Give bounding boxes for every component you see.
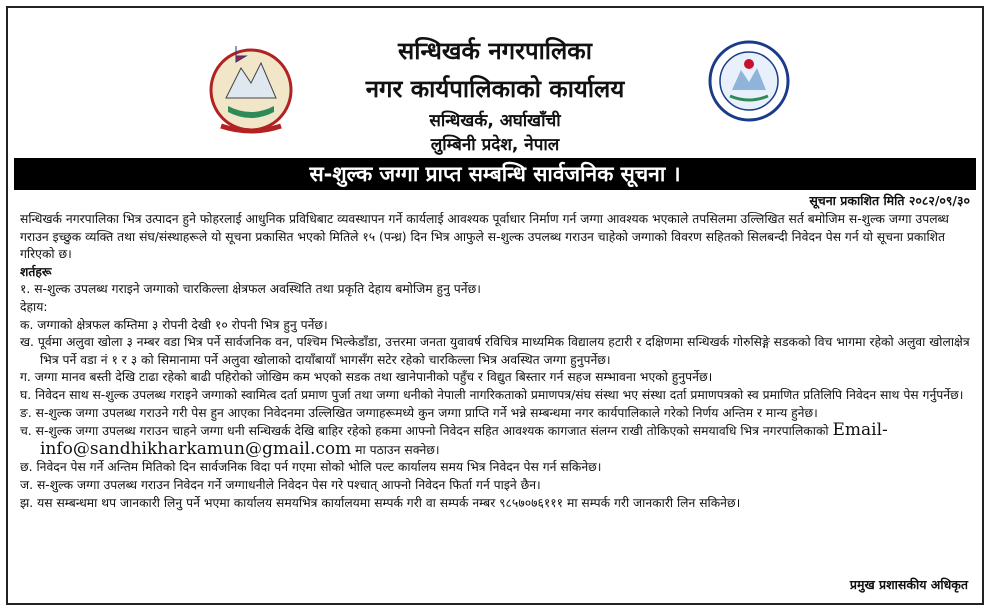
dehay-label: देहाय: xyxy=(20,299,48,314)
item-ja: ज. स-शुल्क जग्गा उपलब्ध गराउन निवेदन गर्ने जग्गाधनीले निवेदन पेस गरे पश्चात् आफ्नो निवेदन फिर्ता गर्न पाइने छैन। xyxy=(20,477,541,492)
item-gha: घ. निवेदन साथ स-शुल्क उपलब्ध गराइने जग्गाको स्वामित्व दर्ता प्रमाण पुर्जा तथा जग्गा धनीको नेपाली नागरिकताको प्रमाणपत्र/संघ संस्था भए संस्था दर्ता प्रमाणपत्रको स्व प्रमाणित प्रतिलिपि निवेदन साथ पेस गर्नुपर्नेछ। xyxy=(20,387,964,402)
item-nga: ङ. स-शुल्क जग्गा उपलब्ध गराउने गरी पेस हुन आएका निवेदनमा उल्लिखित जग्गाहरूमध्ये कुन जग्गा प्राप्ति गर्ने भन्ने सम्बन्धमा नगर कार्यपालिकाले गरेको निर्णय अन्तिम र मान्य हुनेछ। xyxy=(20,405,818,420)
address-line-2: लुम्बिनी प्रदेश, नेपाल xyxy=(430,135,560,155)
conditions-heading: शर्तहरू xyxy=(20,264,52,279)
item-cha-text: च. स-शुल्क जग्गा उपलब्ध गराउन चाहने जग्गा धनी सन्धिखर्क देखि बाहिर रहेको हकमा आफ्नो निवेदन सहित आवश्यक कागजात संलग्न राखी तोकिएको समयावधि भित्र नगरपालिकाको xyxy=(20,424,829,439)
notice-header xyxy=(8,8,982,158)
notice-title-banner: स-शुल्क जग्गा प्राप्त सम्बन्धि सार्वजनिक सूचना । xyxy=(14,158,976,190)
item-ka: क. जग्गाको क्षेत्रफल कम्तिमा ३ रोपनी देखी १० रोपनी भित्र हुनु पर्नेछ। xyxy=(20,317,328,332)
item-cha xyxy=(20,422,976,459)
item-ga: ग. जग्गा मानव बस्ती देखि टाढा रहेको बाढी पहिरोको जोखिम कम भएको सडक तथा खानेपानीको पहुँच र विद्युत बिस्तार गर्न सहज सम्भावना भएको हुनुपर्नेछ। xyxy=(20,370,713,385)
signoff: प्रमुख प्रशासकीय अधिकृत xyxy=(849,577,968,592)
address-line-1: सन्धिखर्क, अर्घाखाँची xyxy=(429,111,561,131)
municipality-name: सन्धिखर्क नगरपालिका xyxy=(398,37,592,65)
office-name: नगर कार्यपालिकाको कार्यालय xyxy=(365,75,625,103)
item-chha: छ. निवेदन पेस गर्ने अन्तिम मितिको दिन सार्वजनिक विदा पर्न गएमा सोको भोलि पल्ट कार्यालय समय भित्र निवेदन पेस गर्न सकिनेछ। xyxy=(20,460,602,475)
email-address[interactable]: Email-info@sandhikharkamun@gmail.com xyxy=(40,420,888,459)
notice-frame xyxy=(6,6,984,605)
publication-date: सूचना प्रकाशित मिति २०८२/०९/३० xyxy=(809,193,970,208)
municipality-logo-icon xyxy=(708,40,790,122)
intro-paragraph: सन्धिखर्क नगरपालिका भित्र उत्पादन हुने फोहरलाई आधुनिक प्रविधिबाट व्यवस्थापन गर्ने कार्यलाई आवश्यक पूर्वाधार निर्माण गर्न जग्गा आवश्यक भएकाले तपसिलमा उल्लिखित सर्त बमोजिम स-शुल्क जग्गा उपलब्ध गराउन इच्छुक व्यक्ति तथा संघ/संस्थाहरूले यो सूचना प्रकासित भएको मितिले १५ (पन्ध्र) दिन भित्र आफुले स-शुल्क उपलब्ध गराउन चाहेको जग्गाको विवरण सहितको सिलबन्दी निवेदन पेस गर्न यो सूचना प्रकाशित गरिएको छ। xyxy=(20,212,949,262)
item-jha: झ. यस सम्बन्धमा थप जानकारी लिनु पर्ने भएमा कार्यालय समयभित्र कार्यालयमा सम्पर्क गरी वा सम्पर्क नम्बर ९८५७०७६१११ मा सम्पर्क गरी जानकारी लिन सकिनेछ। xyxy=(20,495,741,510)
condition-1: १. स-शुल्क उपलब्ध गराइने जग्गाको चारकिल्ला क्षेत्रफल अवस्थिति तथा प्रकृति देहाय बमोजिम हुनु पर्नेछ। xyxy=(20,282,481,297)
notice-body xyxy=(20,211,976,512)
email-suffix: मा पठाउन सक्नेछ। xyxy=(351,442,440,457)
item-kha: ख. पूर्वमा अलुवा खोला ३ नम्बर वडा भित्र पर्ने सार्वजनिक वन, पश्चिम भिल्केडाँडा, उत्तरमा जनता युवावर्ष रविचित्र माध्यमिक विद्यालय हटारी र दक्षिणमा सन्धिखर्क गोरुसिङ्गे सडकको विच भागमा रहेको अलुवा खोलाक्षेत्र भित्र पर्ने वडा नं १ र ३ को सिमानामा पर्ने अलुवा खोलाको दायाँबायाँ भागसँग सटेर रहेको चारकिल्ला भित्र अवस्थित जग्गा हुनुपर्नेछ। xyxy=(20,335,970,367)
